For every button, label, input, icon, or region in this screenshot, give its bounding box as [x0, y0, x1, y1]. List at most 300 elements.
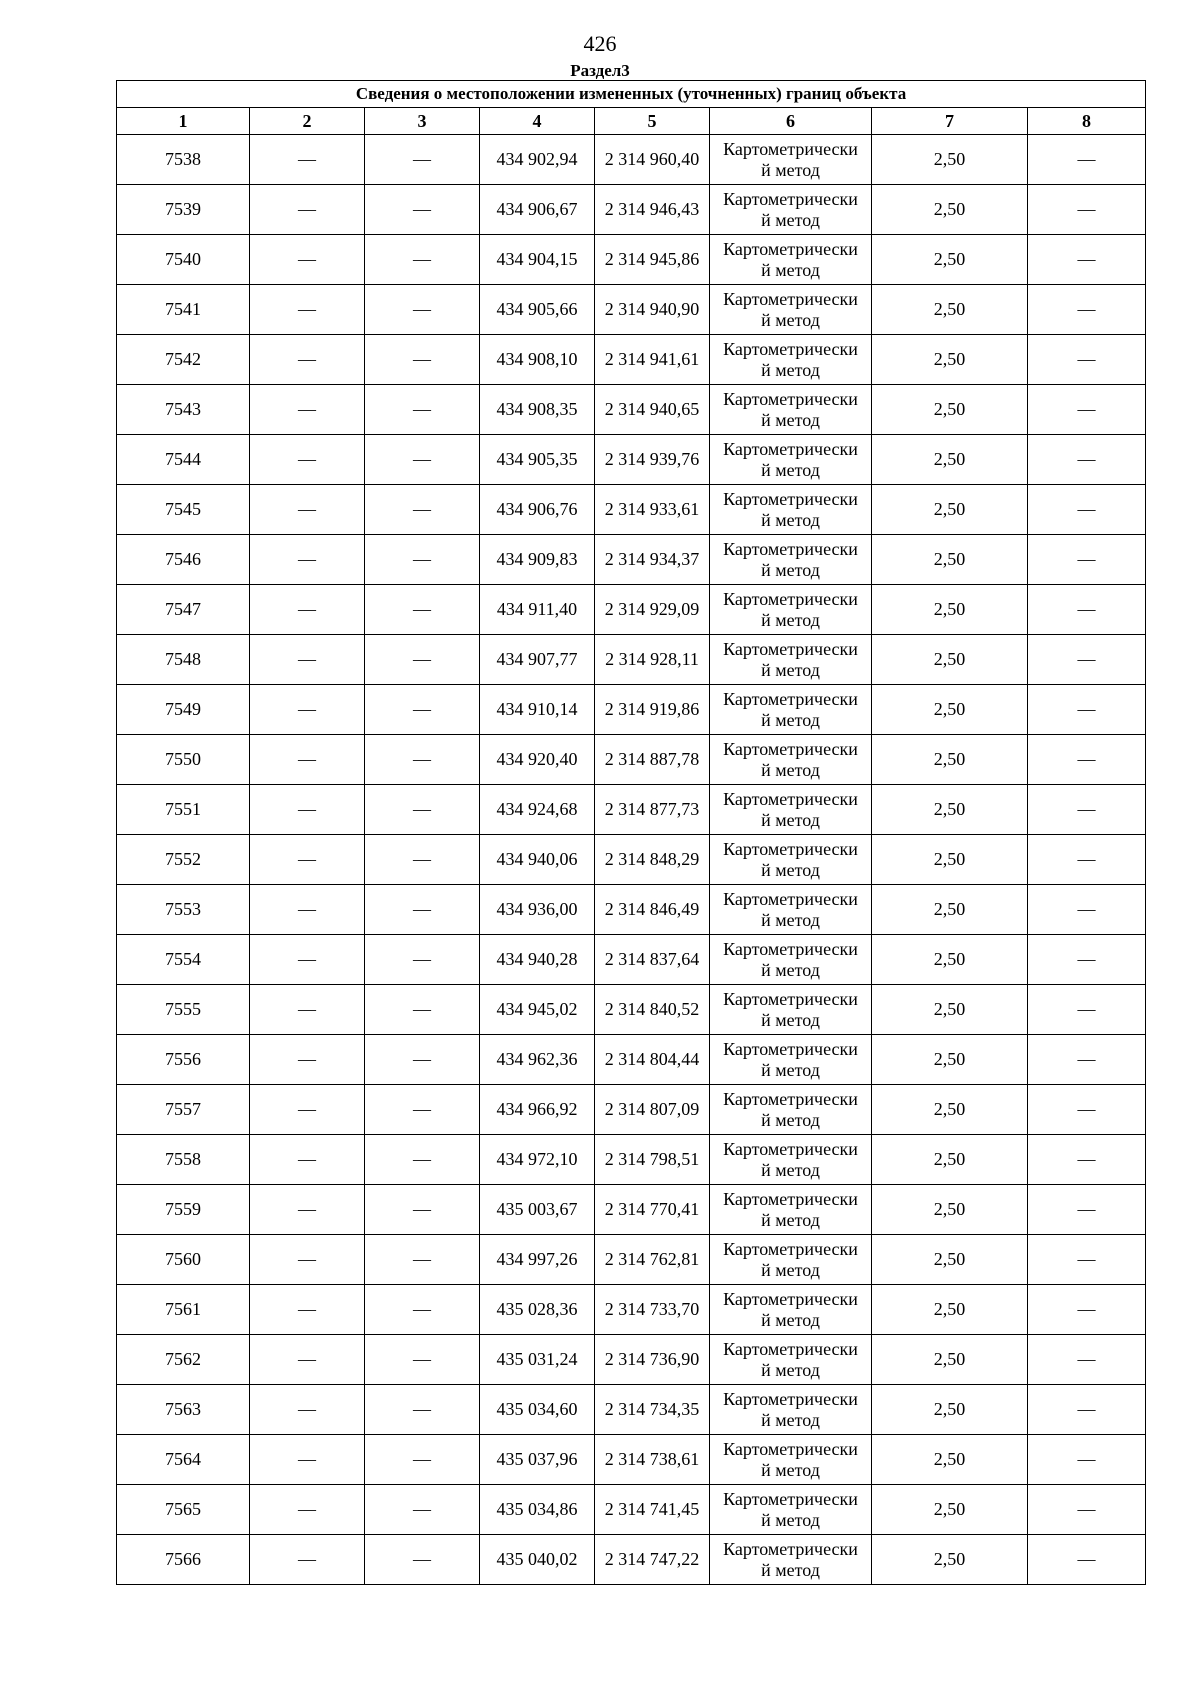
point-number-cell: 7542 [117, 335, 250, 385]
table-row [117, 1435, 1146, 1485]
y-coordinate-cell: 2 314 928,11 [595, 635, 710, 685]
dash-cell: — [250, 135, 365, 185]
dash-cell: — [365, 1335, 480, 1385]
table-row [117, 435, 1146, 485]
dash-cell: — [365, 185, 480, 235]
dash-cell: — [250, 1085, 365, 1135]
y-coordinate-cell: 2 314 840,52 [595, 985, 710, 1035]
method-text-line-2: й метод [761, 259, 820, 280]
point-number-cell: 7565 [117, 1485, 250, 1535]
method-cell [710, 535, 872, 585]
column-number: 3 [365, 108, 480, 135]
y-coordinate-cell: 2 314 837,64 [595, 935, 710, 985]
method-text-line-1: Картометрически [723, 1338, 858, 1359]
method-text-line-1: Картометрически [723, 1038, 858, 1059]
method-text-line-1: Картометрически [723, 738, 858, 759]
dash-cell: — [250, 435, 365, 485]
dash-cell: — [250, 585, 365, 635]
y-coordinate-cell: 2 314 736,90 [595, 1335, 710, 1385]
method-text-line-2: й метод [761, 1359, 820, 1380]
dash-cell: — [365, 1135, 480, 1185]
x-coordinate-cell: 435 034,86 [480, 1485, 595, 1535]
dash-cell: — [365, 1185, 480, 1235]
point-number-cell: 7563 [117, 1385, 250, 1435]
point-number-cell: 7548 [117, 635, 250, 685]
point-number-cell: 7538 [117, 135, 250, 185]
column-number: 6 [710, 108, 872, 135]
method-text-line-2: й метод [761, 959, 820, 980]
method-text-line-2: й метод [761, 409, 820, 430]
dash-cell: — [250, 1185, 365, 1235]
method-cell [710, 685, 872, 735]
method-text-line-1: Картометрически [723, 388, 858, 409]
dash-cell: — [365, 1085, 480, 1135]
method-cell [710, 485, 872, 535]
dash-cell: — [1028, 735, 1146, 785]
dash-cell: — [250, 535, 365, 585]
dash-cell: — [1028, 385, 1146, 435]
accuracy-cell: 2,50 [872, 785, 1028, 835]
dash-cell: — [1028, 1535, 1146, 1585]
dash-cell: — [250, 1535, 365, 1585]
y-coordinate-cell: 2 314 747,22 [595, 1535, 710, 1585]
method-cell [710, 285, 872, 335]
accuracy-cell: 2,50 [872, 535, 1028, 585]
accuracy-cell: 2,50 [872, 1385, 1028, 1435]
x-coordinate-cell: 434 908,10 [480, 335, 595, 385]
table-row [117, 1135, 1146, 1185]
table-row [117, 235, 1146, 285]
dash-cell: — [250, 635, 365, 685]
dash-cell: — [365, 335, 480, 385]
dash-cell: — [1028, 1085, 1146, 1135]
method-text-line-2: й метод [761, 709, 820, 730]
y-coordinate-cell: 2 314 804,44 [595, 1035, 710, 1085]
dash-cell: — [250, 935, 365, 985]
y-coordinate-cell: 2 314 939,76 [595, 435, 710, 485]
table-row [117, 1185, 1146, 1235]
dash-cell: — [365, 135, 480, 185]
method-text-line-1: Картометрически [723, 188, 858, 209]
x-coordinate-cell: 434 907,77 [480, 635, 595, 685]
column-number: 8 [1028, 108, 1146, 135]
x-coordinate-cell: 434 924,68 [480, 785, 595, 835]
method-text-line-1: Картометрически [723, 888, 858, 909]
point-number-cell: 7550 [117, 735, 250, 785]
dash-cell: — [1028, 285, 1146, 335]
method-cell [710, 335, 872, 385]
point-number-cell: 7562 [117, 1335, 250, 1385]
method-text-line-2: й метод [761, 359, 820, 380]
dash-cell: — [365, 285, 480, 335]
column-number: 1 [117, 108, 250, 135]
method-text-line-2: й метод [761, 1159, 820, 1180]
point-number-cell: 7558 [117, 1135, 250, 1185]
y-coordinate-cell: 2 314 738,61 [595, 1435, 710, 1485]
dash-cell: — [250, 1385, 365, 1435]
dash-cell: — [1028, 1185, 1146, 1235]
accuracy-cell: 2,50 [872, 1435, 1028, 1485]
y-coordinate-cell: 2 314 798,51 [595, 1135, 710, 1185]
method-cell [710, 885, 872, 935]
accuracy-cell: 2,50 [872, 585, 1028, 635]
accuracy-cell: 2,50 [872, 1235, 1028, 1285]
dash-cell: — [1028, 885, 1146, 935]
dash-cell: — [1028, 835, 1146, 885]
dash-cell: — [1028, 135, 1146, 185]
method-cell [710, 135, 872, 185]
table-row [117, 1385, 1146, 1435]
method-text-line-1: Картометрически [723, 338, 858, 359]
x-coordinate-cell: 434 906,67 [480, 185, 595, 235]
method-text-line-2: й метод [761, 209, 820, 230]
dash-cell: — [1028, 185, 1146, 235]
accuracy-cell: 2,50 [872, 285, 1028, 335]
dash-cell: — [1028, 1335, 1146, 1385]
x-coordinate-cell: 434 962,36 [480, 1035, 595, 1085]
point-number-cell: 7556 [117, 1035, 250, 1085]
table-row [117, 335, 1146, 385]
y-coordinate-cell: 2 314 945,86 [595, 235, 710, 285]
method-text-line-1: Картометрически [723, 1288, 858, 1309]
accuracy-cell: 2,50 [872, 635, 1028, 685]
dash-cell: — [1028, 435, 1146, 485]
dash-cell: — [365, 535, 480, 585]
y-coordinate-cell: 2 314 734,35 [595, 1385, 710, 1435]
dash-cell: — [250, 885, 365, 935]
dash-cell: — [1028, 985, 1146, 1035]
accuracy-cell: 2,50 [872, 385, 1028, 435]
table-row [117, 1285, 1146, 1335]
table-row [117, 835, 1146, 885]
point-number-cell: 7549 [117, 685, 250, 735]
method-text-line-2: й метод [761, 1259, 820, 1280]
method-text-line-2: й метод [761, 1409, 820, 1430]
dash-cell: — [1028, 1435, 1146, 1485]
x-coordinate-cell: 435 037,96 [480, 1435, 595, 1485]
dash-cell: — [365, 385, 480, 435]
y-coordinate-cell: 2 314 807,09 [595, 1085, 710, 1135]
x-coordinate-cell: 435 003,67 [480, 1185, 595, 1235]
dash-cell: — [250, 385, 365, 435]
dash-cell: — [365, 935, 480, 985]
table-row [117, 1335, 1146, 1385]
dash-cell: — [1028, 585, 1146, 635]
method-cell [710, 985, 872, 1035]
point-number-cell: 7554 [117, 935, 250, 985]
y-coordinate-cell: 2 314 940,90 [595, 285, 710, 335]
method-text-line-1: Картометрически [723, 638, 858, 659]
dash-cell: — [1028, 1285, 1146, 1335]
dash-cell: — [1028, 535, 1146, 585]
dash-cell: — [1028, 235, 1146, 285]
accuracy-cell: 2,50 [872, 1535, 1028, 1585]
dash-cell: — [250, 235, 365, 285]
point-number-cell: 7540 [117, 235, 250, 285]
method-text-line-2: й метод [761, 559, 820, 580]
accuracy-cell: 2,50 [872, 885, 1028, 935]
accuracy-cell: 2,50 [872, 1035, 1028, 1085]
method-text-line-2: й метод [761, 759, 820, 780]
method-text-line-1: Картометрически [723, 1138, 858, 1159]
method-cell [710, 435, 872, 485]
method-text-line-1: Картометрически [723, 838, 858, 859]
y-coordinate-cell: 2 314 887,78 [595, 735, 710, 785]
method-text-line-1: Картометрически [723, 288, 858, 309]
method-text-line-1: Картометрически [723, 488, 858, 509]
dash-cell: — [250, 1235, 365, 1285]
table-body [117, 135, 1146, 1585]
x-coordinate-cell: 434 945,02 [480, 985, 595, 1035]
accuracy-cell: 2,50 [872, 485, 1028, 535]
point-number-cell: 7539 [117, 185, 250, 235]
dash-cell: — [250, 735, 365, 785]
dash-cell: — [365, 585, 480, 635]
dash-cell: — [250, 1335, 365, 1385]
column-number: 4 [480, 108, 595, 135]
point-number-cell: 7543 [117, 385, 250, 435]
x-coordinate-cell: 435 034,60 [480, 1385, 595, 1435]
x-coordinate-cell: 434 909,83 [480, 535, 595, 585]
method-text-line-2: й метод [761, 859, 820, 880]
y-coordinate-cell: 2 314 741,45 [595, 1485, 710, 1535]
dash-cell: — [365, 1285, 480, 1335]
method-text-line-1: Картометрически [723, 988, 858, 1009]
table-row [117, 385, 1146, 435]
accuracy-cell: 2,50 [872, 185, 1028, 235]
dash-cell: — [250, 685, 365, 735]
dash-cell: — [1028, 785, 1146, 835]
dash-cell: — [250, 335, 365, 385]
table-row [117, 1035, 1146, 1085]
table-caption: Сведения о местоположении измененных (уточненных) границ объекта [117, 81, 1146, 108]
accuracy-cell: 2,50 [872, 1485, 1028, 1535]
x-coordinate-cell: 434 920,40 [480, 735, 595, 785]
method-text-line-2: й метод [761, 1109, 820, 1130]
method-text-line-2: й метод [761, 1559, 820, 1580]
point-number-cell: 7546 [117, 535, 250, 585]
x-coordinate-cell: 435 040,02 [480, 1535, 595, 1585]
table-row [117, 535, 1146, 585]
dash-cell: — [1028, 1485, 1146, 1535]
table-row [117, 1235, 1146, 1285]
table-row [117, 885, 1146, 935]
method-text-line-2: й метод [761, 159, 820, 180]
x-coordinate-cell: 434 910,14 [480, 685, 595, 735]
dash-cell: — [365, 685, 480, 735]
method-text-line-2: й метод [761, 909, 820, 930]
method-text-line-2: й метод [761, 1059, 820, 1080]
accuracy-cell: 2,50 [872, 135, 1028, 185]
method-text-line-2: й метод [761, 1459, 820, 1480]
dash-cell: — [365, 1435, 480, 1485]
accuracy-cell: 2,50 [872, 735, 1028, 785]
x-coordinate-cell: 434 906,76 [480, 485, 595, 535]
point-number-cell: 7555 [117, 985, 250, 1035]
y-coordinate-cell: 2 314 940,65 [595, 385, 710, 435]
x-coordinate-cell: 435 031,24 [480, 1335, 595, 1385]
accuracy-cell: 2,50 [872, 235, 1028, 285]
method-cell [710, 835, 872, 885]
dash-cell: — [250, 835, 365, 885]
dash-cell: — [365, 785, 480, 835]
x-coordinate-cell: 434 902,94 [480, 135, 595, 185]
dash-cell: — [1028, 1035, 1146, 1085]
dash-cell: — [365, 1035, 480, 1085]
point-number-cell: 7552 [117, 835, 250, 885]
dash-cell: — [1028, 1235, 1146, 1285]
method-text-line-1: Картометрически [723, 688, 858, 709]
accuracy-cell: 2,50 [872, 1335, 1028, 1385]
y-coordinate-cell: 2 314 941,61 [595, 335, 710, 385]
page-number: 426 [583, 31, 617, 56]
method-text-line-2: й метод [761, 1509, 820, 1530]
method-cell [710, 785, 872, 835]
x-coordinate-cell: 435 028,36 [480, 1285, 595, 1335]
point-number-cell: 7545 [117, 485, 250, 535]
y-coordinate-cell: 2 314 919,86 [595, 685, 710, 735]
method-text-line-2: й метод [761, 459, 820, 480]
method-text-line-1: Картометрически [723, 438, 858, 459]
column-number: 7 [872, 108, 1028, 135]
x-coordinate-cell: 434 972,10 [480, 1135, 595, 1185]
dash-cell: — [250, 1285, 365, 1335]
y-coordinate-cell: 2 314 848,29 [595, 835, 710, 885]
accuracy-cell: 2,50 [872, 1185, 1028, 1235]
method-text-line-1: Картометрически [723, 588, 858, 609]
y-coordinate-cell: 2 314 770,41 [595, 1185, 710, 1235]
dash-cell: — [250, 185, 365, 235]
method-cell [710, 1135, 872, 1185]
table-row [117, 635, 1146, 685]
column-number: 2 [250, 108, 365, 135]
method-text-line-2: й метод [761, 309, 820, 330]
dash-cell: — [1028, 485, 1146, 535]
method-cell [710, 735, 872, 785]
table-row [117, 1535, 1146, 1585]
point-number-cell: 7566 [117, 1535, 250, 1585]
method-text-line-1: Картометрически [723, 1088, 858, 1109]
table-row [117, 735, 1146, 785]
dash-cell: — [1028, 1385, 1146, 1435]
point-number-cell: 7560 [117, 1235, 250, 1285]
method-text-line-1: Картометрически [723, 238, 858, 259]
y-coordinate-cell: 2 314 846,49 [595, 885, 710, 935]
method-text-line-1: Картометрически [723, 788, 858, 809]
x-coordinate-cell: 434 940,06 [480, 835, 595, 885]
dash-cell: — [1028, 1135, 1146, 1185]
y-coordinate-cell: 2 314 934,37 [595, 535, 710, 585]
method-text-line-1: Картометрически [723, 1488, 858, 1509]
y-coordinate-cell: 2 314 929,09 [595, 585, 710, 635]
point-number-cell: 7557 [117, 1085, 250, 1135]
dash-cell: — [1028, 935, 1146, 985]
y-coordinate-cell: 2 314 933,61 [595, 485, 710, 535]
dash-cell: — [365, 735, 480, 785]
x-coordinate-cell: 434 940,28 [480, 935, 595, 985]
method-text-line-1: Картометрически [723, 1238, 858, 1259]
dash-cell: — [250, 1435, 365, 1485]
dash-cell: — [250, 1135, 365, 1185]
table-row [117, 1485, 1146, 1535]
dash-cell: — [250, 285, 365, 335]
method-cell [710, 1285, 872, 1335]
table-row [117, 785, 1146, 835]
y-coordinate-cell: 2 314 762,81 [595, 1235, 710, 1285]
dash-cell: — [365, 1235, 480, 1285]
dash-cell: — [1028, 635, 1146, 685]
method-text-line-2: й метод [761, 659, 820, 680]
x-coordinate-cell: 434 966,92 [480, 1085, 595, 1135]
method-text-line-1: Картометрически [723, 138, 858, 159]
point-number-cell: 7561 [117, 1285, 250, 1335]
point-number-cell: 7551 [117, 785, 250, 835]
y-coordinate-cell: 2 314 960,40 [595, 135, 710, 185]
table-row [117, 185, 1146, 235]
method-cell [710, 1335, 872, 1385]
x-coordinate-cell: 434 911,40 [480, 585, 595, 635]
y-coordinate-cell: 2 314 877,73 [595, 785, 710, 835]
table-row [117, 935, 1146, 985]
dash-cell: — [250, 485, 365, 535]
dash-cell: — [365, 485, 480, 535]
method-cell [710, 1485, 872, 1535]
method-text-line-1: Картометрически [723, 1438, 858, 1459]
x-coordinate-cell: 434 997,26 [480, 1235, 595, 1285]
method-text-line-1: Картометрически [723, 538, 858, 559]
point-number-cell: 7553 [117, 885, 250, 935]
table-row [117, 585, 1146, 635]
dash-cell: — [365, 835, 480, 885]
dash-cell: — [365, 635, 480, 685]
method-cell [710, 1235, 872, 1285]
method-cell [710, 1435, 872, 1485]
accuracy-cell: 2,50 [872, 1285, 1028, 1335]
dash-cell: — [365, 1535, 480, 1585]
x-coordinate-cell: 434 936,00 [480, 885, 595, 935]
method-cell [710, 1035, 872, 1085]
method-cell [710, 185, 872, 235]
y-coordinate-cell: 2 314 946,43 [595, 185, 710, 235]
accuracy-cell: 2,50 [872, 935, 1028, 985]
x-coordinate-cell: 434 908,35 [480, 385, 595, 435]
method-text-line-2: й метод [761, 1009, 820, 1030]
dash-cell: — [365, 985, 480, 1035]
method-text-line-1: Картометрически [723, 1388, 858, 1409]
method-text-line-1: Картометрически [723, 1188, 858, 1209]
method-cell [710, 235, 872, 285]
dash-cell: — [250, 1035, 365, 1085]
dash-cell: — [365, 885, 480, 935]
table-row [117, 485, 1146, 535]
table-row [117, 985, 1146, 1035]
column-number: 5 [595, 108, 710, 135]
method-text-line-2: й метод [761, 609, 820, 630]
coordinates-table [116, 80, 1146, 1585]
section-title: Раздел3 [570, 61, 630, 80]
method-text-line-2: й метод [761, 809, 820, 830]
dash-cell: — [365, 1385, 480, 1435]
y-coordinate-cell: 2 314 733,70 [595, 1285, 710, 1335]
dash-cell: — [365, 235, 480, 285]
method-cell [710, 1085, 872, 1135]
accuracy-cell: 2,50 [872, 685, 1028, 735]
method-text-line-1: Картометрически [723, 1538, 858, 1559]
point-number-cell: 7547 [117, 585, 250, 635]
table-row [117, 135, 1146, 185]
x-coordinate-cell: 434 905,66 [480, 285, 595, 335]
accuracy-cell: 2,50 [872, 985, 1028, 1035]
